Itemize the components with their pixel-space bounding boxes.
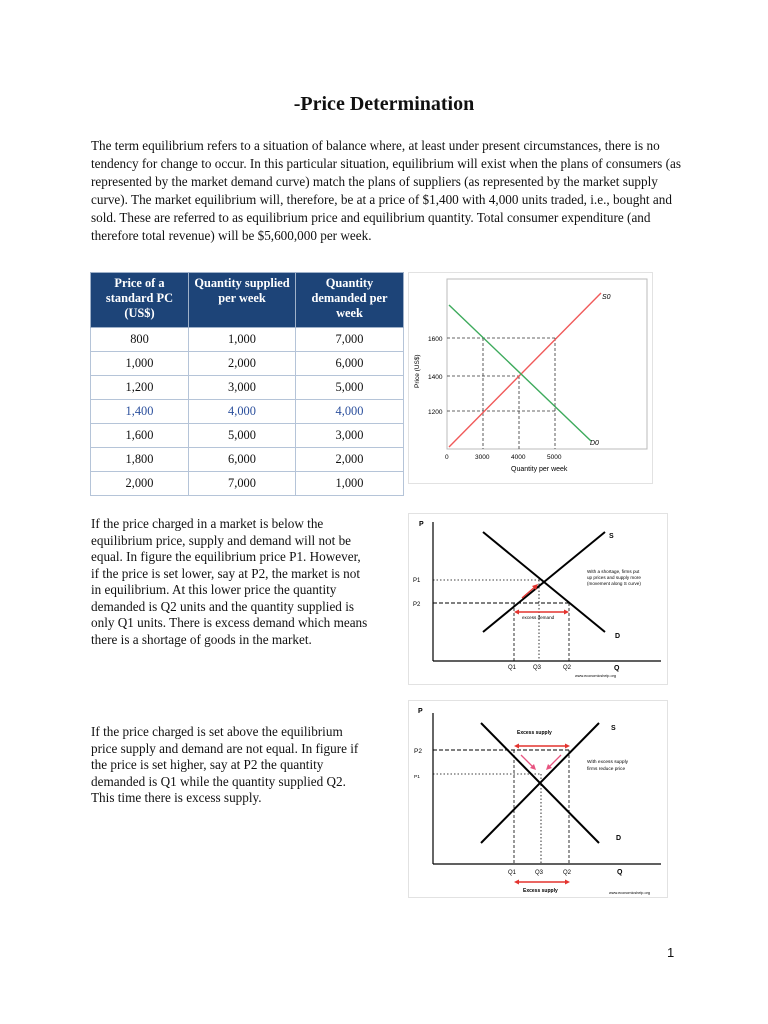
q-tick-label: Q2 [563, 665, 572, 671]
q-tick-label: Q2 [563, 870, 572, 876]
supply-demand-chart [409, 273, 652, 483]
excess-supply-bottom-label: Excess supply [523, 888, 558, 894]
supply-curve-label: S [609, 533, 614, 540]
source-credit: www.economicshelp.org [575, 674, 616, 678]
table-cell: 2,000 [296, 448, 404, 472]
annotation-line: firms reduce price [587, 767, 626, 772]
page-title: -Price Determination [293, 93, 475, 115]
excess-supply-figure [408, 700, 668, 898]
page-number: 1 [667, 945, 675, 960]
table-header-demanded: Quantity demanded per week [296, 273, 404, 328]
q-tick-label: Q3 [535, 870, 544, 876]
arrow-head-left [514, 744, 519, 749]
excess-demand-label: excess demand [522, 615, 555, 620]
demand-curve-label: D0 [590, 440, 599, 447]
supply-curve-label: S0 [602, 294, 611, 301]
arrow-head-right [565, 880, 570, 885]
table-cell: 5,000 [296, 376, 404, 400]
table-cell: 1,600 [91, 424, 189, 448]
p1-label: P1 [413, 578, 421, 584]
table-cell: 2,000 [189, 352, 296, 376]
table-cell: 1,000 [189, 328, 296, 352]
p1-label: P1 [414, 775, 420, 780]
q-axis-label: Q [617, 869, 623, 876]
plot-frame [447, 279, 647, 449]
table-row [91, 472, 404, 496]
excess-supply-diagram [409, 701, 667, 897]
table-row [91, 424, 404, 448]
intro-paragraph: The term equilibrium refers to a situation of balance where, at least under present circumstances, there is no tendency for change to occur. In this particular situation, equilibrium will exist when the plans of consumers (as represented by the market demand curve) match the plans of suppliers (as represented by the market supply curve). The market equilibrium will, therefore, be at a price of $1,400 with 4,000 units traded, i.e., bought and sold. These are referred to as equilibrium price and equilibrium quantity. Total consumer expenditure (and therefore total revenue) will be $5,600,000 per week. [91, 138, 681, 243]
table-row-equilibrium [91, 400, 404, 424]
table-cell: 1,800 [91, 448, 189, 472]
supply-demand-figure [408, 272, 653, 484]
source-credit: www.economicshelp.org [609, 891, 650, 895]
arrow-head-right [565, 744, 570, 749]
demand-curve-label: D [615, 633, 621, 640]
table-header-price: Price of a standard PC (US$) [91, 273, 189, 328]
table-cell: 6,000 [189, 448, 296, 472]
x-tick-label: 5000 [547, 454, 562, 461]
x-tick-label: 4000 [511, 454, 526, 461]
annotation-line: With a shortage, firms put [587, 569, 640, 574]
x-axis-label: Quantity per week [511, 466, 568, 473]
excess-demand-paragraph: If the price charged in a market is below the equilibrium price, supply and demand will not be equal. In figure the equilibrium price P1. However, if the price is set lower, say at P2, the market is not in equilibrium. At this lower price the quantity demanded is Q2 units and the quantity supplied is only Q1 units. There is excess demand which means there is a shortage of goods in the market. [91, 516, 368, 647]
p-axis-label: P [419, 521, 424, 528]
q-tick-label: Q1 [508, 870, 517, 876]
excess-supply-paragraph: If the price charged is set above the equilibrium price supply and demand are not equal. In figure if the price is set higher, say at P2 the quantity demanded is Q1 while the quantity supplied Q2. This time there is excess supply. [91, 724, 359, 805]
y-tick-label: 1600 [428, 336, 443, 343]
y-axis-label: Price (US$) [414, 354, 421, 388]
table-cell: 4,000 [296, 400, 404, 424]
annotation-line: With excess supply [587, 760, 629, 765]
table-row [91, 328, 404, 352]
excess-demand-figure [408, 513, 668, 685]
y-tick-label: 1400 [428, 374, 443, 381]
table-cell: 3,000 [189, 376, 296, 400]
demand-curve-label: D [616, 835, 622, 842]
x-tick-label: 0 [445, 454, 449, 461]
supply-curve-label: S [611, 725, 616, 732]
table-cell: 1,400 [91, 400, 189, 424]
table-cell: 7,000 [189, 472, 296, 496]
price-fall-arrow-right [549, 755, 561, 767]
excess-supply-top-label: Excess supply [517, 730, 552, 736]
q-axis-label: Q [614, 665, 620, 672]
table-row [91, 376, 404, 400]
annotation-line: up prices and supply more [587, 575, 641, 580]
price-quantity-table [90, 272, 404, 496]
table-cell: 7,000 [296, 328, 404, 352]
table-header-supplied: Quantity supplied per week [189, 273, 296, 328]
table-row [91, 352, 404, 376]
q-tick-label: Q1 [508, 665, 517, 671]
table-cell: 5,000 [189, 424, 296, 448]
arrow-head-left [514, 880, 519, 885]
p2-label: P2 [413, 602, 421, 608]
table-cell: 2,000 [91, 472, 189, 496]
table-cell: 3,000 [296, 424, 404, 448]
table-header-row [91, 273, 404, 328]
x-tick-label: 3000 [475, 454, 490, 461]
arrow-head-left [514, 610, 519, 615]
table-row [91, 448, 404, 472]
table-cell: 1,000 [91, 352, 189, 376]
table-cell: 800 [91, 328, 189, 352]
excess-demand-diagram [409, 514, 667, 684]
p2-label: P2 [414, 748, 422, 755]
table-cell: 6,000 [296, 352, 404, 376]
table-cell: 4,000 [189, 400, 296, 424]
annotation-line: (movement along S curve) [587, 581, 641, 586]
y-tick-label: 1200 [428, 409, 443, 416]
p-axis-label: P [418, 708, 423, 715]
arrow-head-right [564, 610, 569, 615]
q-tick-label: Q3 [533, 665, 542, 671]
table-cell: 1,200 [91, 376, 189, 400]
table-cell: 1,000 [296, 472, 404, 496]
